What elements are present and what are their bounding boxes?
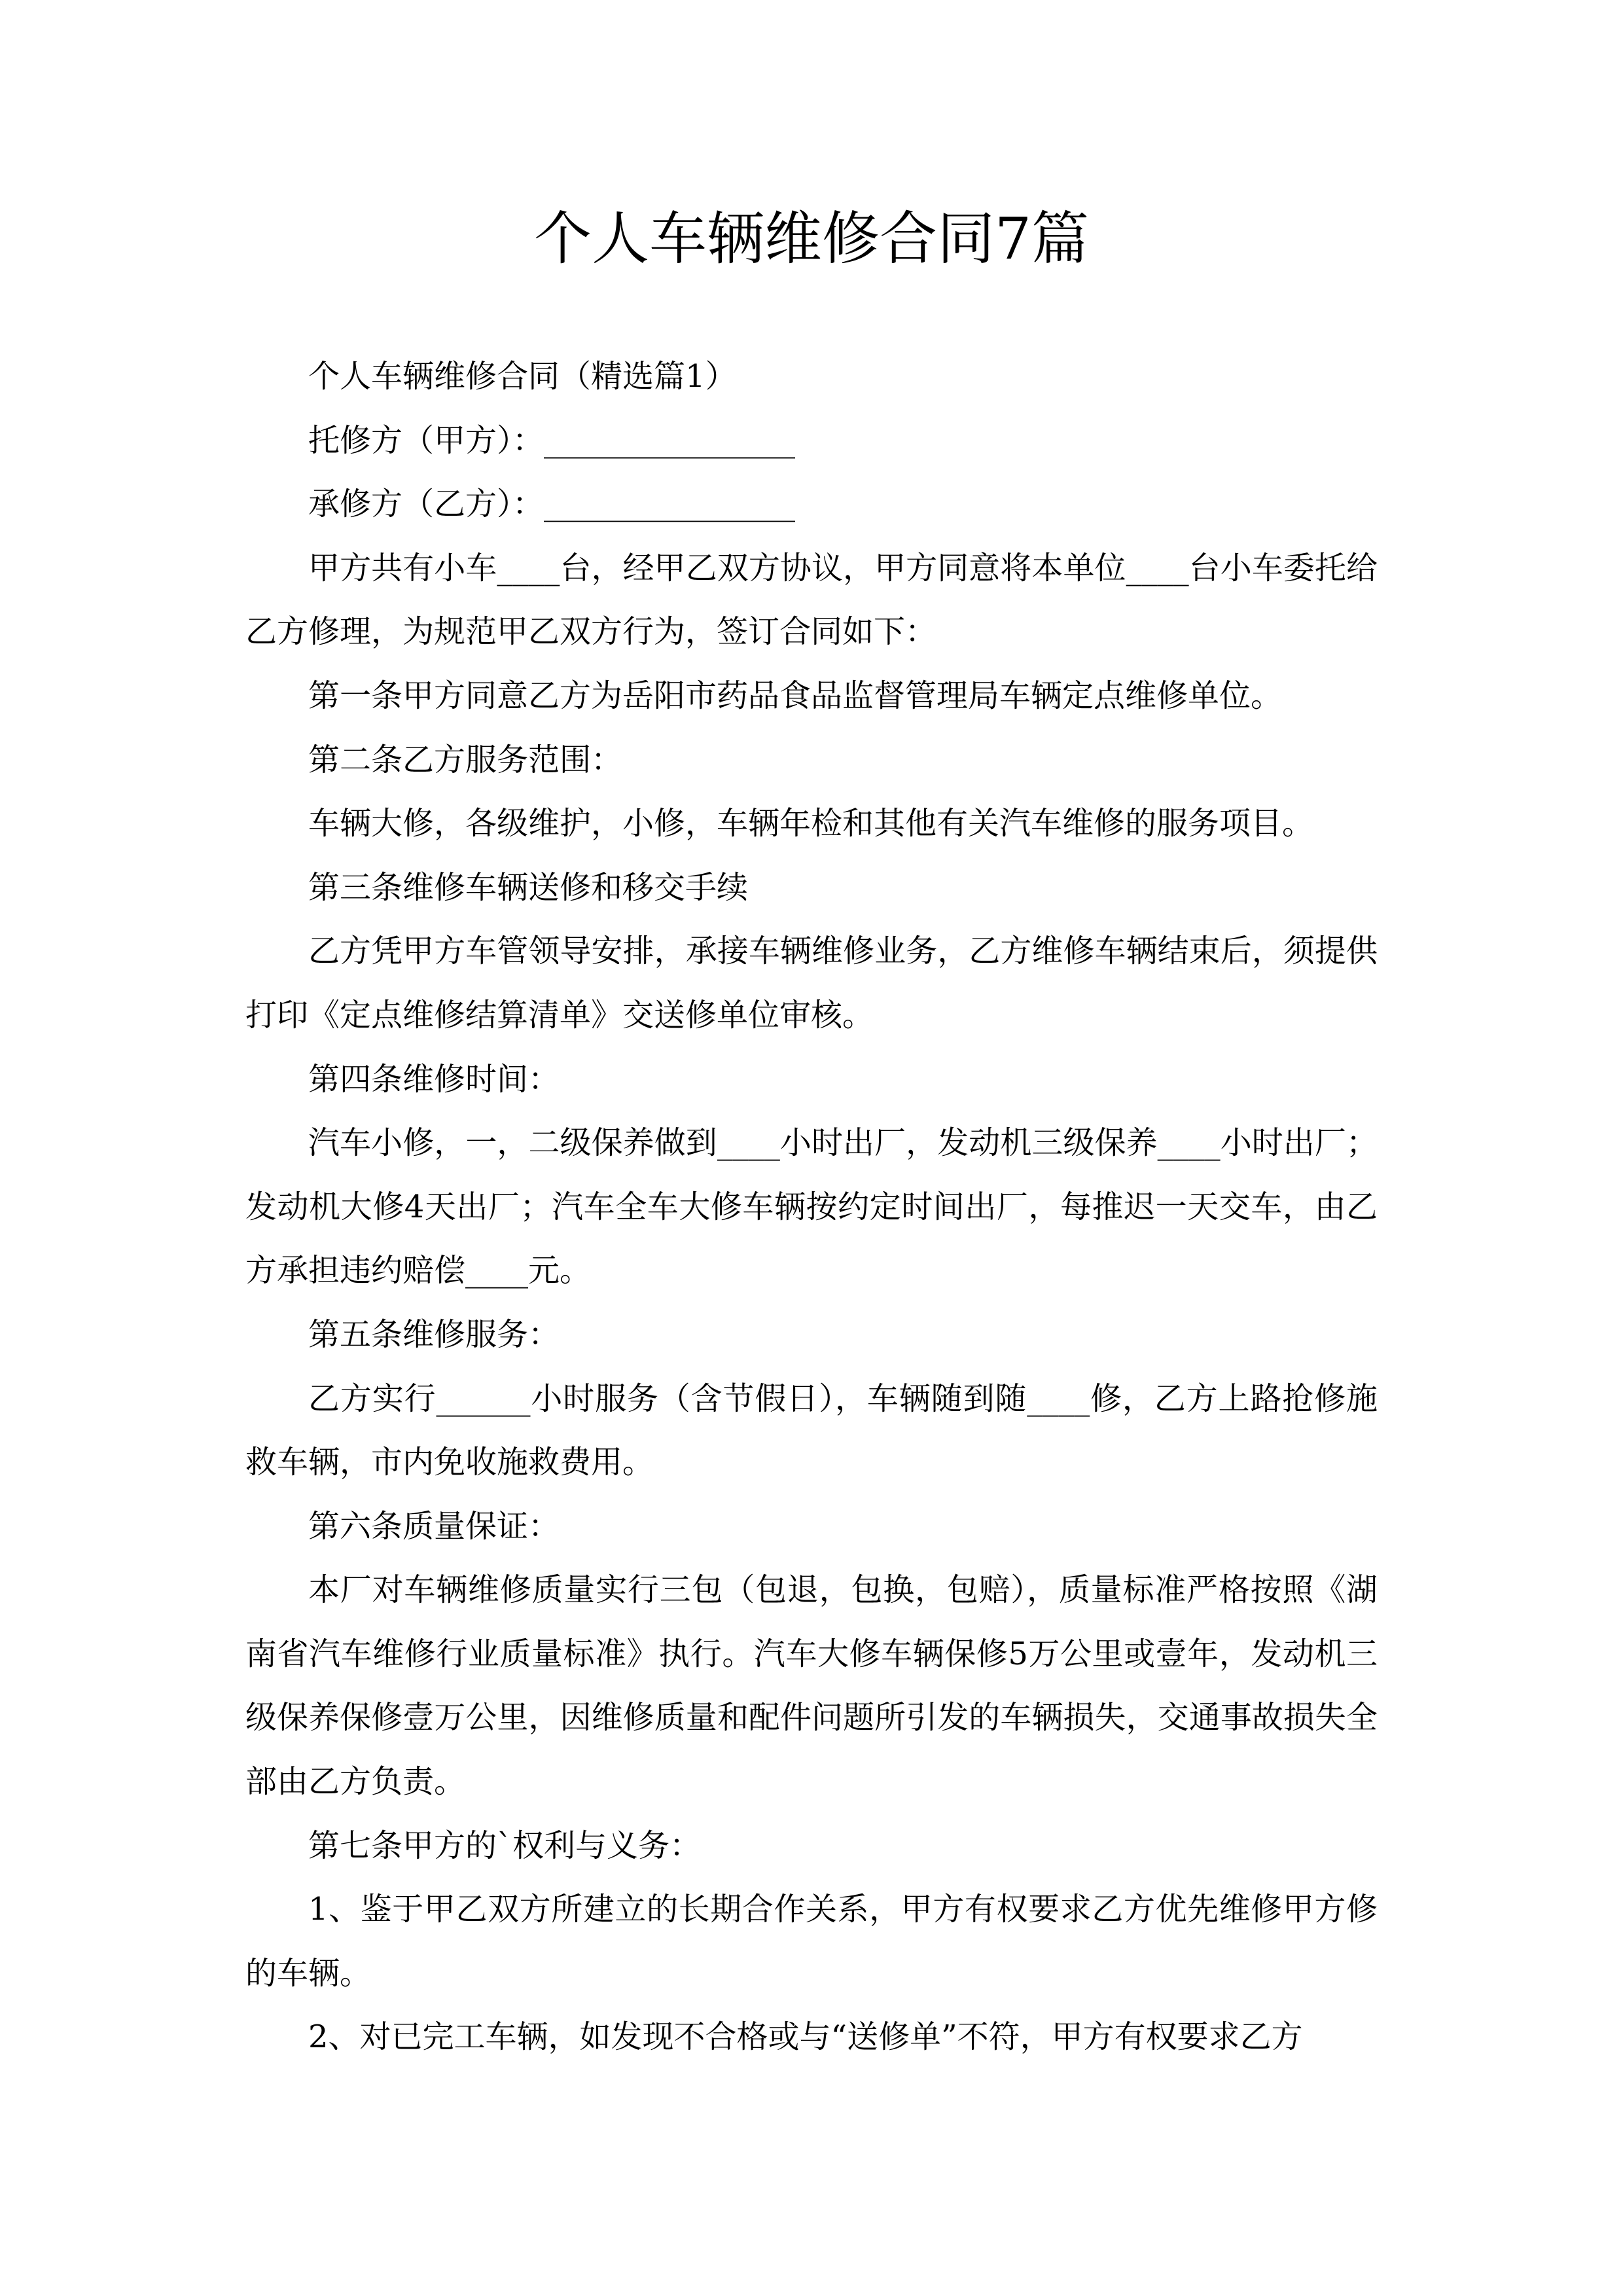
clause-6-heading: 第六条质量保证：: [308, 1507, 560, 1545]
paragraph: 乙方实行______小时服务（含节假日），车辆随到随____修，乙方上路抢修施救车辆，市内免收施救费用。: [245, 1380, 1378, 1481]
section-heading: 个人车辆维修合同（精选篇1）: [308, 358, 737, 395]
clause-2-heading: 第二条乙方服务范围：: [308, 741, 623, 778]
paragraph: 甲方共有小车____台，经甲乙双方协议，甲方同意将本单位____台小车委托给乙方修理，为规范甲乙双方行为，签订合同如下：: [245, 549, 1378, 651]
paragraph: 2、对已完工车辆，如发现不合格或与“送修单”不符，甲方有权要求乙方: [308, 2018, 1303, 2056]
document-title: 个人车辆维修合同7篇: [534, 205, 1089, 272]
paragraph: 乙方凭甲方车管领导安排，承接车辆维修业务，乙方维修车辆结束后，须提供打印《定点维修结算清单》交送修单位审核。: [245, 933, 1378, 1033]
paragraph: 本厂对车辆维修质量实行三包（包退，包换，包赔），质量标准严格按照《湖南省汽车维修行业质量标准》执行。汽车大修车辆保修5万公里或壹年，发动机三级保养保修壹万公里，因维修质量和配件问题所引发的车辆损失，交通事故损失全部由乙方负责。: [245, 1571, 1378, 1801]
clause-3-heading: 第三条维修车辆送修和移交手续: [308, 869, 749, 906]
clause-5-heading: 第五条维修服务：: [308, 1316, 560, 1353]
paragraph: 车辆大修，各级维护，小修，车辆年检和其他有关汽车维修的服务项目。: [308, 805, 1314, 842]
party-a-field: 托修方（甲方）：________________: [308, 422, 796, 459]
paragraph: 1、鉴于甲乙双方所建立的长期合作关系，甲方有权要求乙方优先维修甲方修的车辆。: [245, 1891, 1378, 1992]
document-body: [245, 345, 1378, 2070]
paragraph: 汽车小修，一，二级保养做到____小时出厂，发动机三级保养____小时出厂；发动机大修4天出厂；汽车全车大修车辆按约定时间出厂，每推迟一天交车，由乙方承担违约赔偿____元。: [245, 1124, 1378, 1289]
clause-1: 第一条甲方同意乙方为岳阳市药品食品监督管理局车辆定点维修单位。: [308, 677, 1283, 714]
clause-4-heading: 第四条维修时间：: [308, 1060, 560, 1098]
party-b-field: 承修方（乙方）：________________: [308, 486, 796, 523]
clause-7-heading: 第七条甲方的`权利与义务：: [308, 1827, 702, 1864]
